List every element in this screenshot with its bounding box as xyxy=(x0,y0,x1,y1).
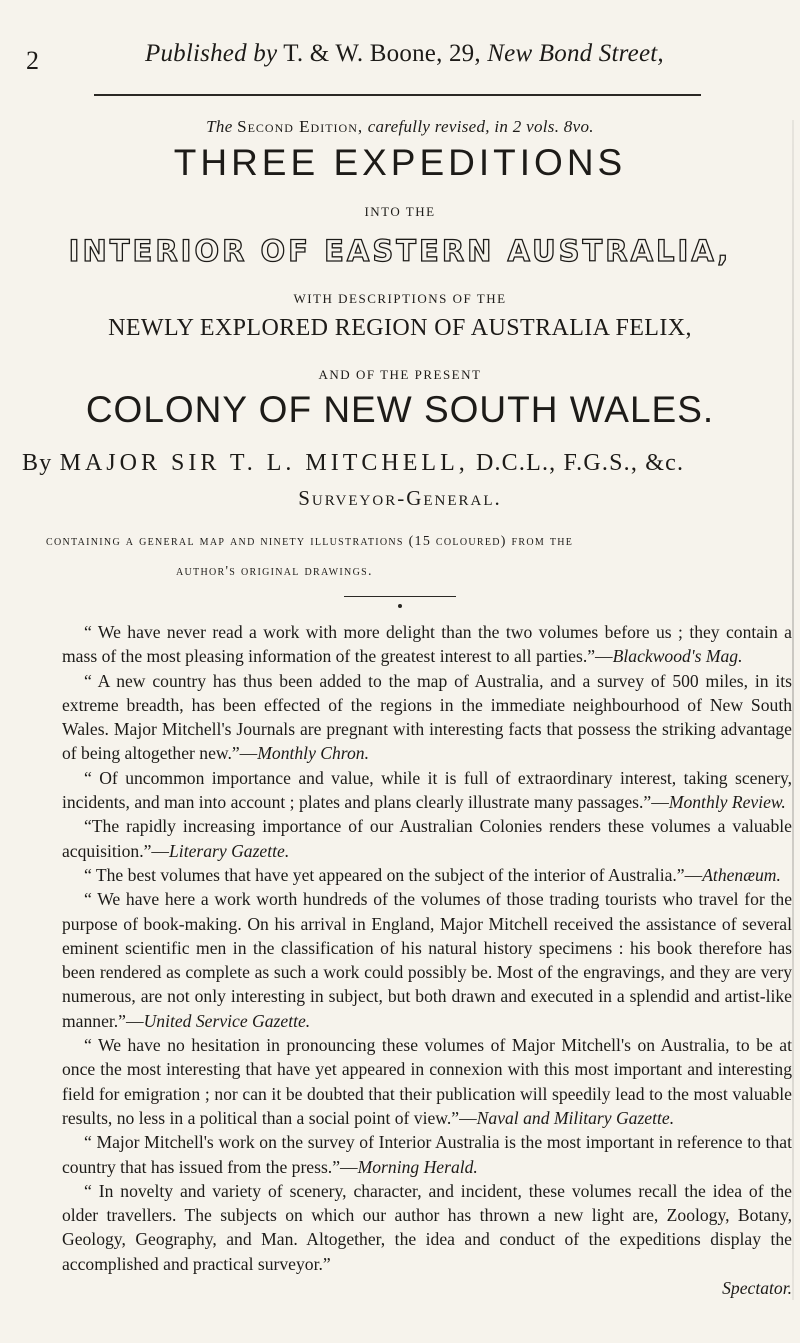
reviews-divider xyxy=(344,596,456,597)
author-name: MAJOR SIR T. L. MITCHELL, xyxy=(59,450,469,476)
review-text: “ We have no hesitation in pronouncing these volumes of Major Mitchell's on Australia, to be at once the most interesting that have yet appeared in connexion with this most important and interesting field for emigration ; nor can it be doubted that their publication will speedily lead to the most valuable results, no less in a political than a social point of view.”— xyxy=(62,1035,792,1128)
review-source: Spectator. xyxy=(722,1278,792,1299)
review-item xyxy=(62,1130,792,1179)
contents-note-line2: author's original drawings. xyxy=(176,564,373,579)
review-source: Athenæum. xyxy=(702,864,781,885)
review-text: “ Major Mitchell's work on the survey of Interior Australia is the most important in reference to that country that has issued from the press.”— xyxy=(62,1132,792,1177)
review-source: Monthly Chron. xyxy=(257,743,369,764)
header-divider xyxy=(94,94,701,96)
review-text: “ Of uncommon importance and value, while it is full of extraordinary interest, taking scenery, incidents, and man into account ; plates and plans clearly illustrate many passages.”— xyxy=(62,767,792,813)
author-by: By xyxy=(22,450,53,476)
review-item xyxy=(62,1179,792,1300)
publisher-street: New Bond Street, xyxy=(487,40,664,67)
book-title: THREE EXPEDITIONS xyxy=(173,142,627,183)
edition-second: Second Edition, xyxy=(237,117,364,136)
review-text: “ We have here a work worth hundreds of the volumes of those trading tourists who travel for the purpose of book-making. On his arrival in England, Major Mitchell received the assistance of several eminent scientific men in the classification of his natural history specimens : his book therefore has been rendered as complete as such a work could possibly be. Most of the engravings, and they are very numerous, are not only interesting in subject, but both drawn and executed in a splendid and artist-like manner.”— xyxy=(62,889,792,1031)
review-source: Naval and Military Gazette. xyxy=(476,1107,675,1128)
review-source: United Service Gazette. xyxy=(143,1010,311,1031)
publisher-names: T. & W. Boone, 29, xyxy=(283,40,481,67)
edition-rest: carefully revised, in 2 vols. 8vo. xyxy=(367,117,594,136)
into-the-line: INTO THE xyxy=(364,204,436,219)
review-item xyxy=(62,669,792,766)
review-text: “ A new country has thus been added to the map of Australia, and a survey of 500 miles, in its extreme breadth, has been effected of the regions in the immediate neighbourhood of New South Wales. Major Mitchell's Journals are pregnant with interesting facts that possess the striking advantage of being altogether new.”— xyxy=(62,670,792,764)
edition-line xyxy=(0,117,800,137)
review-source: Monthly Review. xyxy=(668,792,786,813)
colony-heading: COLONY OF NEW SOUTH WALES. xyxy=(85,389,715,430)
contents-note xyxy=(46,527,766,587)
review-item xyxy=(62,1033,792,1130)
page-edge-shadow xyxy=(792,120,794,1300)
contents-note-line1: containing a general map and ninety illustrations (15 coloured) from the xyxy=(46,534,574,549)
with-descriptions-line: WITH DESCRIPTIONS OF THE xyxy=(293,291,507,306)
review-text: “ The best volumes that have yet appeared on the subject of the interior of Australia.”— xyxy=(84,864,703,885)
running-header xyxy=(26,40,786,80)
author-title: Surveyor-General. xyxy=(298,486,502,510)
review-source: Literary Gazette. xyxy=(169,840,290,861)
review-source: Blackwood's Mag. xyxy=(612,646,743,667)
author-line xyxy=(22,450,684,477)
review-item xyxy=(62,863,792,887)
author-degrees: D.C.L., F.G.S., &c. xyxy=(475,450,685,476)
review-text: “The rapidly increasing importance of our Australian Colonies renders these volumes a valuable acquisition.”— xyxy=(62,816,792,861)
publisher-line xyxy=(145,40,664,68)
review-item xyxy=(62,766,792,815)
page-number: 2 xyxy=(26,46,39,75)
newly-explored-line: NEWLY EXPLORED REGION OF AUSTRALIA FELIX, xyxy=(108,315,692,341)
ornament-dot xyxy=(398,604,402,608)
review-source: Morning Herald. xyxy=(357,1156,478,1177)
and-present-line: AND OF THE PRESENT xyxy=(318,367,482,382)
review-item xyxy=(62,887,792,1033)
review-text: “ We have never read a work with more delight than the two volumes before us ; they contain a mass of the most pleasing information of the greatest interest to all parties.”— xyxy=(62,622,792,667)
interior-heading: INTERIOR OF EASTERN AUSTRALIA, xyxy=(68,234,732,268)
review-text: “ In novelty and variety of scenery, character, and incident, these volumes recall the idea of the older travellers. The subjects on which our author has thrown a new light are, Zoology, Botany, Geology, Geography, and Man. Altogether, the idea and conduct of the expeditions display the accomplished and practical surveyor.” xyxy=(62,1180,792,1274)
published-by-label: Published by xyxy=(145,40,278,67)
press-reviews xyxy=(62,620,792,1300)
review-item xyxy=(62,814,792,863)
review-item xyxy=(62,620,792,669)
edition-the: The xyxy=(206,117,233,136)
